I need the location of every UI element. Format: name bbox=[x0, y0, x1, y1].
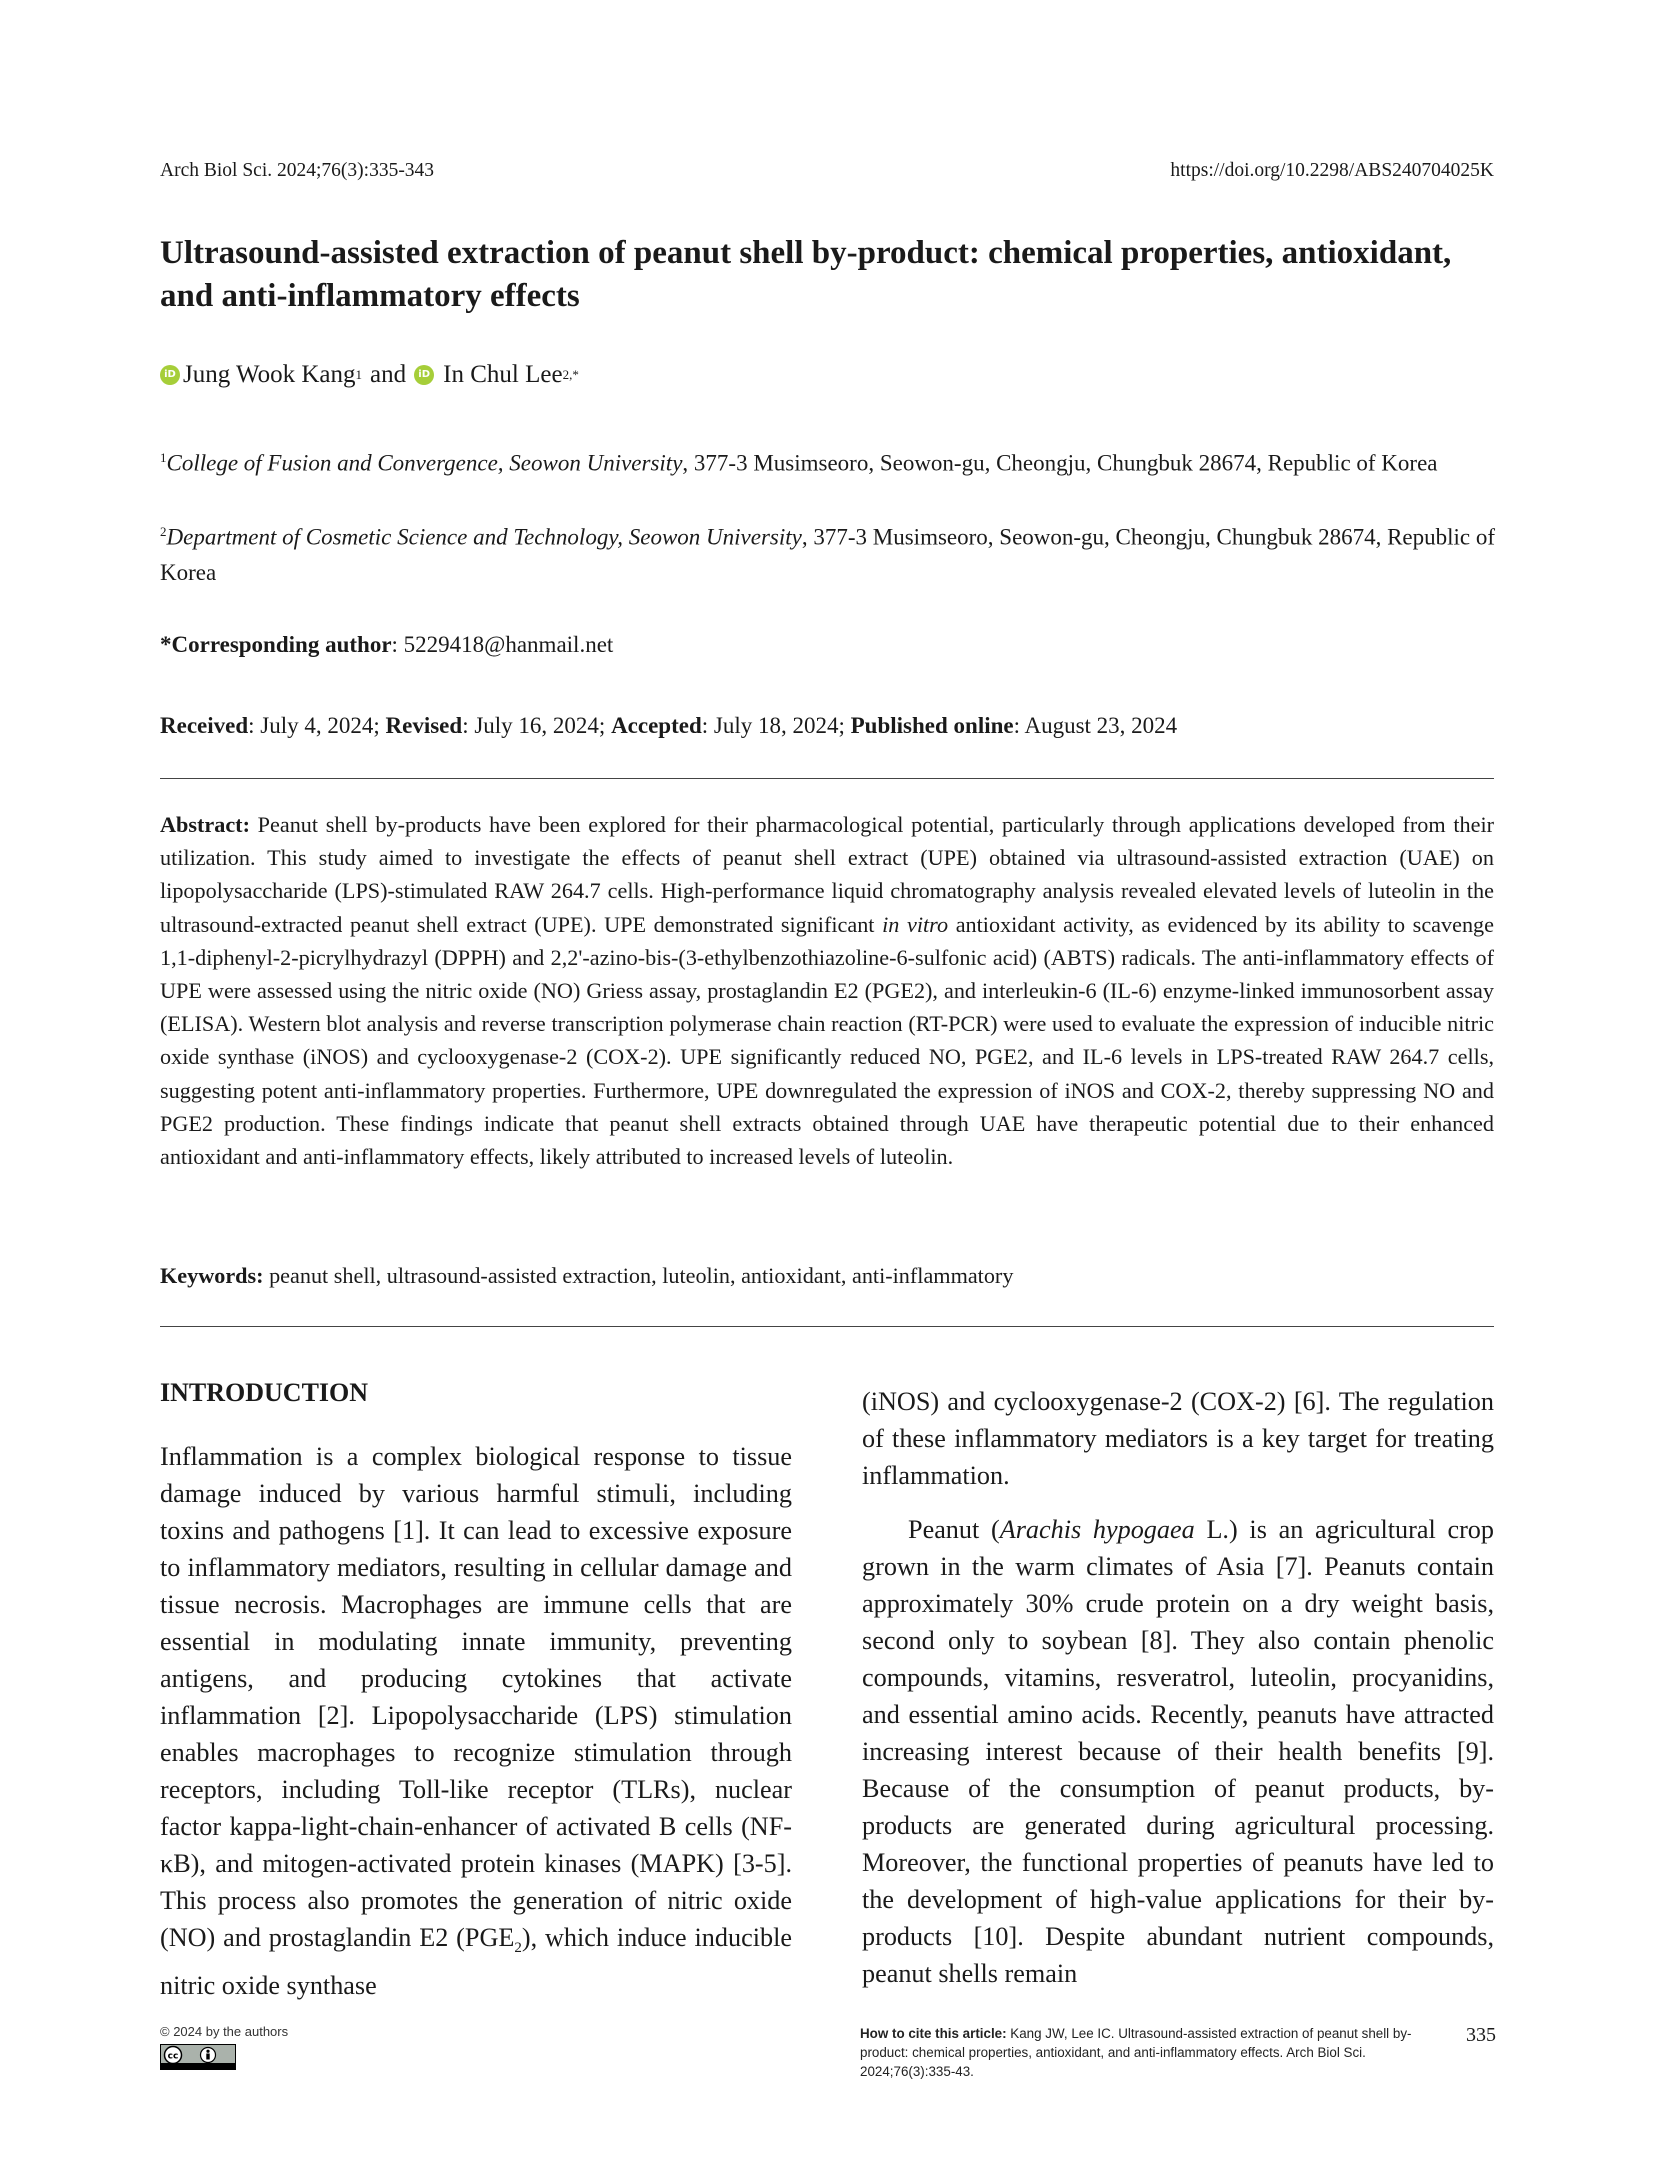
abstract-text: Peanut shell by-products have been explored for their pharmacological potential, particularly through applications developed from their utilization. This study aimed to investigate the effects of peanut shell extract (UPE) obtained via ultrasound-assisted extraction (UAE) on lipopolysaccharide (LPS)-stimulated RAW 264.7 cells. High-performance liquid chromatography analysis revealed elevated levels of luteolin in the ultrasound-extracted peanut shell extract (UPE). UPE demonstrated significant bbox=[160, 812, 1494, 937]
affiliation-address: , 377-3 Musimseoro, Seowon-gu, Cheongju, Chungbuk 28674, Republic of Korea bbox=[160, 524, 1496, 585]
copyright: © 2024 by the authors bbox=[160, 2024, 289, 2039]
received-label: Received bbox=[160, 713, 249, 738]
paper-title: Ultrasound-assisted extraction of peanut shell by-product: chemical properties, antioxidant, and anti-inflammatory effects bbox=[160, 235, 1452, 314]
keywords-label: Keywords: bbox=[160, 1263, 264, 1288]
cite-text: Kang JW, Lee IC. Ultrasound-assisted extraction of peanut shell by-product: chemical properties, antioxidant, and anti-inflammatory effects. Arch Biol Sci. 2024;76(3):335-43. bbox=[860, 2026, 1412, 2079]
paragraph: (iNOS) and cyclooxygenase-2 (COX-2) [6]. The regulation of these inflammatory mediators is a key target for treating inflammation. bbox=[862, 1387, 1494, 1490]
author-name: Jung Wook Kang bbox=[183, 361, 356, 388]
accepted-date: : July 18, 2024; bbox=[701, 713, 851, 738]
published-date: : August 23, 2024 bbox=[1013, 713, 1178, 738]
keywords bbox=[160, 1263, 1494, 1289]
doi-link[interactable]: https://doi.org/10.2298/ABS240704025K bbox=[1170, 160, 1494, 181]
left-column bbox=[160, 1438, 792, 2004]
affiliation-sup: 1 bbox=[160, 450, 167, 465]
author-name: In Chul Lee bbox=[443, 361, 563, 388]
author-affiliation-sup: 1 bbox=[355, 367, 363, 382]
right-column bbox=[862, 1383, 1494, 1992]
journal-citation: Arch Biol Sci. 2024;76(3):335-343 bbox=[160, 160, 435, 181]
author-affiliation-sup: 2,* bbox=[562, 367, 579, 382]
published-label: Published online bbox=[850, 713, 1014, 738]
affiliation-address: , 377-3 Musimseoro, Seowon-gu, Cheongju, Chungbuk 28674, Republic of Korea bbox=[682, 450, 1438, 476]
divider bbox=[160, 1326, 1494, 1327]
corresponding-label: *Corresponding author bbox=[160, 632, 392, 657]
affiliation-sup: 2 bbox=[160, 524, 167, 539]
abstract-label: Abstract: bbox=[160, 812, 250, 837]
how-to-cite bbox=[860, 2024, 1420, 2081]
abstract-text: antioxidant activity, as evidenced by its ability to scavenge 1,1-diphenyl-2-picrylhydrazyl (DPPH) and 2,2'-azino-bis-(3-ethylbenzothiazoline-6-sulfonic acid) (ABTS) radicals. The anti-inflammatory effects of UPE were assessed using the nitric oxide (NO) Griess assay, prostaglandin E2 (PGE2), and interleukin-6 (IL-6) enzyme-linked immunosorbent assay (ELISA). Western blot analysis and reverse transcription polymerase chain reaction (RT-PCR) were used to evaluate the expression of inducible nitric oxide synthase (iNOS) and cyclooxygenase-2 (COX-2). UPE significantly reduced NO, PGE2, and IL-6 levels in LPS-treated RAW 264.7 cells, suggesting potent anti-inflammatory properties. Furthermore, UPE downregulated the expression of iNOS and COX-2, thereby suppressing NO and PGE2 production. These findings indicate that peanut shell extracts obtained through UAE have therapeutic potential due to their enhanced antioxidant and anti-inflammatory effects, likely attributed to increased levels of luteolin. bbox=[160, 911, 1494, 1170]
paragraph: Peanut (Arachis hypogaea L.) is an agricultural crop grown in the warm climates of Asia [7]. Peanuts contain approximately 30% crude protein on a dry weight basis, second only to soybean [8]. They also contain phenolic compounds, vitamins, resveratrol, luteolin, procyanidins, and essential amino acids. Recently, peanuts have attracted increasing interest because of their health benefits [9]. Because of the consumption of peanut products, by-products are generated during agricultural processing. Moreover, the functional properties of peanuts have led to the development of high-value applications for their by-products [10]. Despite abundant nutrient compounds, peanut shells remain bbox=[862, 1515, 1494, 1988]
page-number: 335 bbox=[1466, 2024, 1496, 2046]
section-heading: INTRODUCTION bbox=[160, 1378, 369, 1407]
svg-text:cc: cc bbox=[167, 2051, 179, 2062]
cite-label: How to cite this article: bbox=[860, 2026, 1007, 2041]
corresponding-author bbox=[160, 632, 613, 658]
cc-license-icon[interactable] bbox=[160, 2044, 236, 2070]
abstract bbox=[160, 808, 1494, 1173]
corresponding-email[interactable]: : 5229418@hanmail.net bbox=[391, 632, 614, 657]
affiliation-institution: College of Fusion and Convergence, Seowon University bbox=[166, 450, 683, 476]
affiliation bbox=[160, 440, 1498, 481]
author-separator: and bbox=[370, 361, 407, 388]
publication-dates bbox=[160, 713, 1177, 739]
paragraph: Inflammation is a complex biological response to tissue damage induced by various harmful stimuli, including toxins and pathogens [1]. It can lead to excessive exposure to inflammatory mediators, resulting in cellular damage and tissue necrosis. Macrophages are immune cells that are essential in modulating innate immunity, preventing antigens, and producing cytokines that activate inflammation [2]. Lipopolysaccharide (LPS) stimulation enables macrophages to recognize stimulation through receptors, including Toll-like receptor (TLRs), nuclear factor kappa-light-chain-enhancer of activated B cells (NF-κB), and mitogen-activated protein kinases (MAPK) [3-5]. This process also promotes the generation of nitric oxide (NO) and prostaglandin E2 $(PGE_2)$, which induce inducible nitric oxide synthase bbox=[160, 1442, 792, 2001]
keywords-text: peanut shell, ultrasound-assisted extraction, luteolin, antioxidant, anti-inflammatory bbox=[263, 1263, 1014, 1288]
affiliation bbox=[160, 514, 1498, 590]
affiliation-institution: Department of Cosmetic Science and Technology, Seowon University bbox=[166, 524, 802, 550]
author-list bbox=[160, 361, 579, 389]
abstract-italic: in vitro bbox=[882, 911, 949, 937]
orcid-icon[interactable]: iD bbox=[414, 365, 434, 385]
divider bbox=[160, 778, 1494, 779]
orcid-icon[interactable]: iD bbox=[160, 365, 180, 385]
received-date: : July 4, 2024; bbox=[248, 713, 386, 738]
revised-date: : July 16, 2024; bbox=[462, 713, 612, 738]
accepted-label: Accepted bbox=[611, 713, 702, 738]
revised-label: Revised bbox=[385, 713, 463, 738]
